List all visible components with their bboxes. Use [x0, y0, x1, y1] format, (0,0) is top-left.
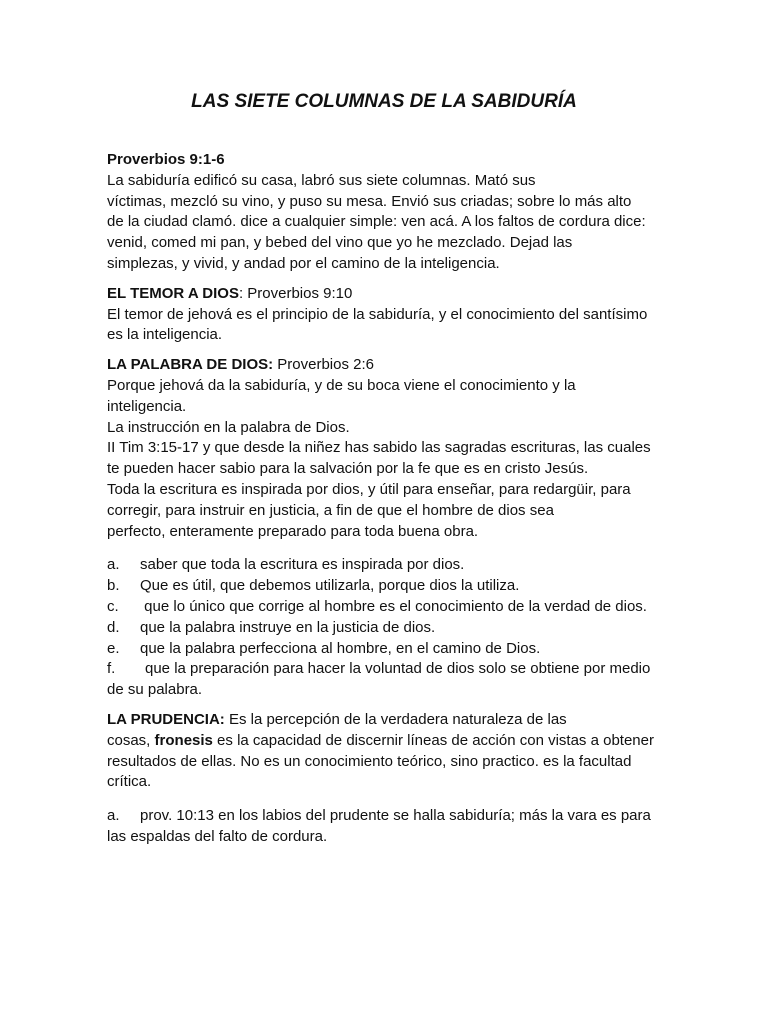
list-letter: d. [107, 618, 120, 636]
list-letter: a. [107, 807, 120, 825]
text-segment: es la capacidad de discernir líneas de acción con vistas a obtener [212, 731, 654, 749]
list-text: Que es útil, que debemos utilizarla, porque dios la utiliza. [140, 577, 520, 595]
text-line: Toda la escritura es inspirada por dios, y útil para enseñar, para redargüir, para [107, 480, 631, 498]
list-item [107, 597, 663, 618]
list-letter: e. [107, 639, 120, 657]
section-reference: Proverbios 2:6 [273, 356, 374, 374]
list-text: prov. 10:13 en los labios del prudente se halla sabiduría; más la vara es para [140, 807, 651, 825]
list-text: que la palabra perfecciona al hombre, en el camino de Dios. [140, 639, 541, 657]
list-item [107, 576, 663, 597]
text-line: es la inteligencia. [107, 326, 223, 344]
section-prudencia [107, 710, 663, 793]
section-heading: LA PALABRA DE DIOS: [107, 356, 274, 374]
text-line: venid, comed mi pan, y bebed del vino que yo he mezclado. Dejad las [107, 234, 573, 252]
list-prudencia [107, 806, 663, 848]
text-line [107, 710, 663, 731]
list-text-continued: las espaldas del falto de cordura. [107, 827, 328, 845]
list-item [107, 806, 663, 827]
document-title: LAS SIETE COLUMNAS DE LA SABIDURÍA [191, 91, 577, 112]
list-text: que lo único que corrige al hombre es el conocimiento de la verdad de dios. [140, 597, 647, 615]
list-palabra [107, 555, 663, 701]
list-text: saber que toda la escritura es inspirada por dios. [140, 556, 465, 574]
section-temor [107, 284, 663, 346]
section-heading: Proverbios 9:1-6 [107, 151, 225, 168]
list-text: que la preparación para hacer la voluntad de dios solo se obtiene por medio [145, 660, 651, 678]
text-line [107, 731, 663, 752]
document-body [107, 150, 663, 848]
text-line: corregir, para instruir en justicia, a fin de que el hombre de dios sea [107, 501, 554, 519]
text-line: te pueden hacer sabio para la salvación por la fe que es en cristo Jesús. [107, 460, 589, 478]
list-letter: c. [107, 597, 119, 615]
text-line: Porque jehová da la sabiduría, y de su boca viene el conocimiento y la [107, 376, 576, 394]
list-text-continued: de su palabra. [107, 681, 203, 699]
section-proverbios [107, 150, 663, 275]
list-text: que la palabra instruye en la justicia de dios. [140, 618, 436, 636]
list-item [107, 659, 663, 701]
section-reference: : Proverbios 9:10 [238, 284, 353, 302]
text-segment: Es la percepción de la verdadera naturaleza de las [224, 710, 567, 728]
section-palabra [107, 355, 663, 542]
section-heading: EL TEMOR A DIOS [107, 284, 239, 302]
section-heading: LA PRUDENCIA: [107, 710, 225, 728]
list-item [107, 618, 663, 639]
text-line: La sabiduría edificó su casa, labró sus siete columnas. Mató sus [107, 171, 536, 189]
list-letter: b. [107, 577, 120, 595]
text-line: simplezas, y vivid, y andad por el camino de la inteligencia. [107, 254, 500, 272]
text-line: víctimas, mezcló su vino, y puso su mesa. Envió sus criadas; sobre lo más alto [107, 192, 632, 210]
text-line: inteligencia. [107, 397, 187, 415]
list-letter: a. [107, 556, 120, 574]
text-line: crítica. [107, 773, 152, 791]
section-heading-line [107, 355, 663, 376]
text-segment: cosas, [107, 731, 155, 749]
section-heading-line [107, 284, 663, 305]
text-line: El temor de jehová es el principio de la sabiduría, y el conocimiento del santísimo [107, 305, 648, 323]
text-line: de la ciudad clamó. dice a cualquier simple: ven acá. A los faltos de cordura dice: [107, 213, 646, 231]
text-line: II Tim 3:15-17 y que desde la niñez has sabido las sagradas escrituras, las cuales [107, 439, 651, 457]
text-line: La instrucción en la palabra de Dios. [107, 418, 350, 436]
bold-term: fronesis [154, 731, 213, 749]
list-item [107, 555, 663, 576]
list-letter: f. [107, 660, 116, 678]
list-item [107, 639, 663, 660]
text-line: perfecto, enteramente preparado para toda buena obra. [107, 522, 479, 540]
text-line: resultados de ellas. No es un conocimiento teórico, sino practico. es la facultad [107, 752, 632, 770]
